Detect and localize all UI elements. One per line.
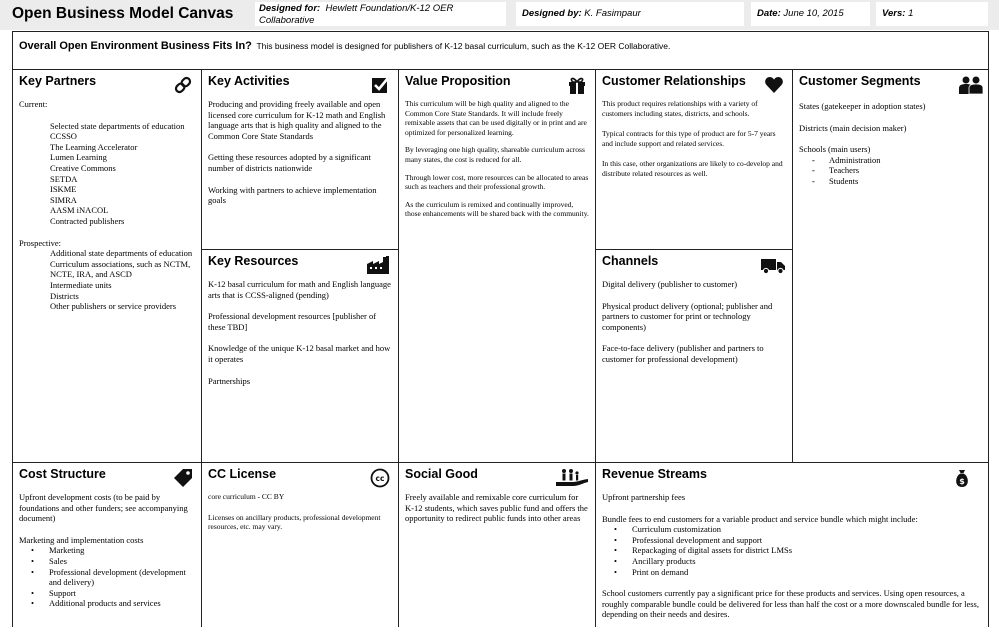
activity-paragraph: Working with partners to achieve implementation goals (208, 184, 377, 206)
partner-item: Districts (50, 290, 79, 301)
designed-by-value: K. Fasimpaur (584, 8, 641, 19)
business-model-canvas (12, 31, 989, 627)
cost-item: • Additional products and services (31, 598, 195, 609)
cc-license-title: CC License (208, 467, 277, 481)
heart-icon (764, 75, 784, 95)
resource-paragraph: Knowledge of the unique K-12 basal market and how it operates (208, 343, 391, 364)
channel-paragraph: Face-to-face delivery (publisher and partners to customer for professional development) (602, 343, 764, 364)
svg-text:$: $ (959, 477, 965, 486)
cost-list-label: Marketing and implementation costs (19, 534, 144, 545)
key-resources-section (202, 250, 399, 463)
revenue-paragraph: School customers currently pay a significant price for these products and services. Using open resources, a roughly comparable bundle could be delivered for less than half the cost or a more downscaled bundle for less, depending on their needs and desires. (602, 588, 979, 620)
segment-school-item: - Teachers (811, 165, 982, 176)
people-icon (958, 75, 984, 95)
social-good-section (399, 463, 596, 627)
creative-commons-icon (370, 468, 390, 488)
checkbox-icon (370, 75, 390, 95)
revenue-item: • Professional development and support (614, 535, 982, 546)
partner-item: CCSSO (50, 131, 77, 142)
key-activities-title: Key Activities (208, 74, 290, 88)
designed-by-field (516, 2, 744, 26)
segment-paragraph: Districts (main decision maker) (799, 122, 907, 133)
resource-paragraph: K-12 basal curriculum for math and English language arts that is CCSS-aligned (pending) (208, 279, 391, 300)
overall-text: This business model is designed for publishers of K-12 basal curriculum, such as the K-12 OER Collaborative. (256, 41, 671, 51)
revenue-streams-section (596, 463, 988, 627)
social-good-paragraph: Freely available and remixable core curriculum for K-12 students, which saves public fund and offers the opportunity to redirect public funds into other areas (405, 492, 588, 524)
activity-paragraph: Producing and providing freely available and open licensed core curriculum for K-12 math and English language arts that is high quality and aligned to the Common Core State Standards (208, 99, 386, 141)
revenue-item: • Ancillary products (614, 556, 982, 567)
key-resources-title: Key Resources (208, 254, 299, 268)
designed-for-field (255, 2, 506, 26)
channel-paragraph: Physical product delivery (optional; publisher and partners to customer for print or technology components) (602, 300, 773, 332)
partner-item: Lumen Learning (50, 152, 107, 163)
hand-people-icon (555, 468, 589, 488)
cost-structure-section (13, 463, 202, 627)
segment-school-item: - Students (811, 176, 982, 187)
designed-for-value: Hewlett Foundation/K-12 OER Collaborative (259, 3, 454, 26)
customer-relationships-title: Customer Relationships (602, 74, 746, 88)
header-bar (0, 0, 999, 30)
activity-paragraph: Getting these resources adopted by a significant number of districts nationwide (208, 152, 371, 173)
value-paragraph: Through lower cost, more resources can be allocated to areas such as teachers and their professional growth. (405, 172, 589, 192)
cost-paragraph: Upfront development costs (to be paid by foundations and other funders; see accompanying document) (19, 492, 188, 524)
relationship-paragraph: This product requires relationships with a variety of customers including states, districts, and schools. (602, 99, 758, 118)
date-value: June 10, 2015 (783, 8, 844, 19)
partner-item: Selected state departments of education (50, 120, 185, 131)
truck-icon (760, 255, 786, 275)
key-partners-title: Key Partners (19, 74, 97, 88)
value-paragraph: By leveraging one high quality, shareable curriculum across many states, the cost is reduced for all. (405, 145, 585, 164)
designed-for-label: Designed for: (259, 3, 321, 14)
version-label: Vers: (882, 8, 906, 19)
partner-item: Other publishers or service providers (50, 301, 177, 312)
partner-item: Additional state departments of education (50, 248, 193, 259)
revenue-item: • Print on demand (614, 567, 982, 578)
social-good-title: Social Good (405, 467, 478, 481)
partner-item: Creative Commons (50, 162, 116, 173)
partner-item: SIMRA (50, 194, 77, 205)
cost-item: • Professional development (development and delivery) (31, 567, 195, 588)
version-value: 1 (908, 8, 914, 19)
segment-school-item: - Administration (811, 155, 982, 166)
relationship-paragraph: In this case, other organizations are likely to co-develop and distribute related resources as well. (602, 159, 783, 178)
revenue-streams-title: Revenue Streams (602, 467, 707, 481)
license-paragraph: Licenses on ancillary products, professional development resources, etc. may vary. (208, 512, 381, 532)
license-paragraph: core curriculum - CC BY (208, 492, 285, 501)
channels-section (596, 250, 793, 463)
current-partners-label: Current: (19, 99, 48, 109)
value-paragraph: As the curriculum is remixed and continually improved, those enhancements will be shared back with the community. (405, 199, 589, 219)
designed-by-label: Designed by: (522, 8, 582, 19)
schools-label: Schools (main users) (799, 144, 871, 155)
version-field (876, 2, 988, 26)
partner-item: AASM iNACOL (50, 205, 109, 216)
segment-paragraph: States (gatekeeper in adoption states) (799, 101, 926, 111)
price-tag-icon (173, 468, 193, 488)
cost-item: • Marketing (31, 545, 195, 556)
prospective-partners-label: Prospective: (19, 237, 62, 248)
value-paragraph: This curriculum will be high quality and aligned to the Common Core State Standards. It will include freely remixable assets that can be used digitally or in print and are optimized for personalized learning. (405, 99, 587, 137)
date-label: Date: (757, 8, 781, 19)
partner-item: Intermediate units (50, 279, 112, 290)
partner-item: The Learning Accelerator (50, 141, 138, 152)
partner-item: Contracted publishers (50, 215, 125, 226)
customer-segments-section (793, 70, 988, 463)
key-activities-section (202, 70, 399, 250)
partner-item: Curriculum associations, such as NCTM, NCTE, IRA, and ASCD (50, 258, 191, 280)
revenue-list-label: Bundle fees to end customers for a variable product and service bundle which might include: (602, 513, 918, 524)
relationship-paragraph: Typical contracts for this type of product are for 5-7 years and include support and related services. (602, 129, 776, 148)
channel-paragraph: Digital delivery (publisher to customer) (602, 279, 738, 289)
money-bag-icon (952, 468, 972, 488)
overall-environment (13, 32, 988, 70)
revenue-item: • Repackaging of digital assets for district LMSs (614, 545, 982, 556)
cc-license-section (202, 463, 399, 627)
resource-paragraph: Partnerships (208, 375, 251, 386)
revenue-paragraph: Upfront partnership fees (602, 492, 686, 502)
customer-segments-title: Customer Segments (799, 74, 921, 88)
gift-icon (567, 75, 587, 95)
link-icon (173, 75, 193, 95)
partner-item: SETDA (50, 173, 78, 184)
cost-item: • Support (31, 588, 195, 599)
svg-text:cc: cc (375, 474, 385, 483)
factory-icon (366, 255, 392, 275)
partner-item: ISKME (50, 184, 77, 195)
overall-heading: Overall Open Environment Business Fits In? (19, 40, 252, 52)
revenue-item: • Curriculum customization (614, 524, 982, 535)
cost-structure-title: Cost Structure (19, 467, 106, 481)
customer-relationships-section (596, 70, 793, 250)
date-field (751, 2, 870, 26)
canvas-title: Open Business Model Canvas (12, 5, 234, 22)
value-proposition-title: Value Proposition (405, 74, 511, 88)
key-partners-section (13, 70, 202, 463)
channels-title: Channels (602, 254, 659, 268)
value-proposition-section (399, 70, 596, 463)
resource-paragraph: Professional development resources [publisher of these TBD] (208, 311, 377, 332)
cost-item: • Sales (31, 556, 195, 567)
